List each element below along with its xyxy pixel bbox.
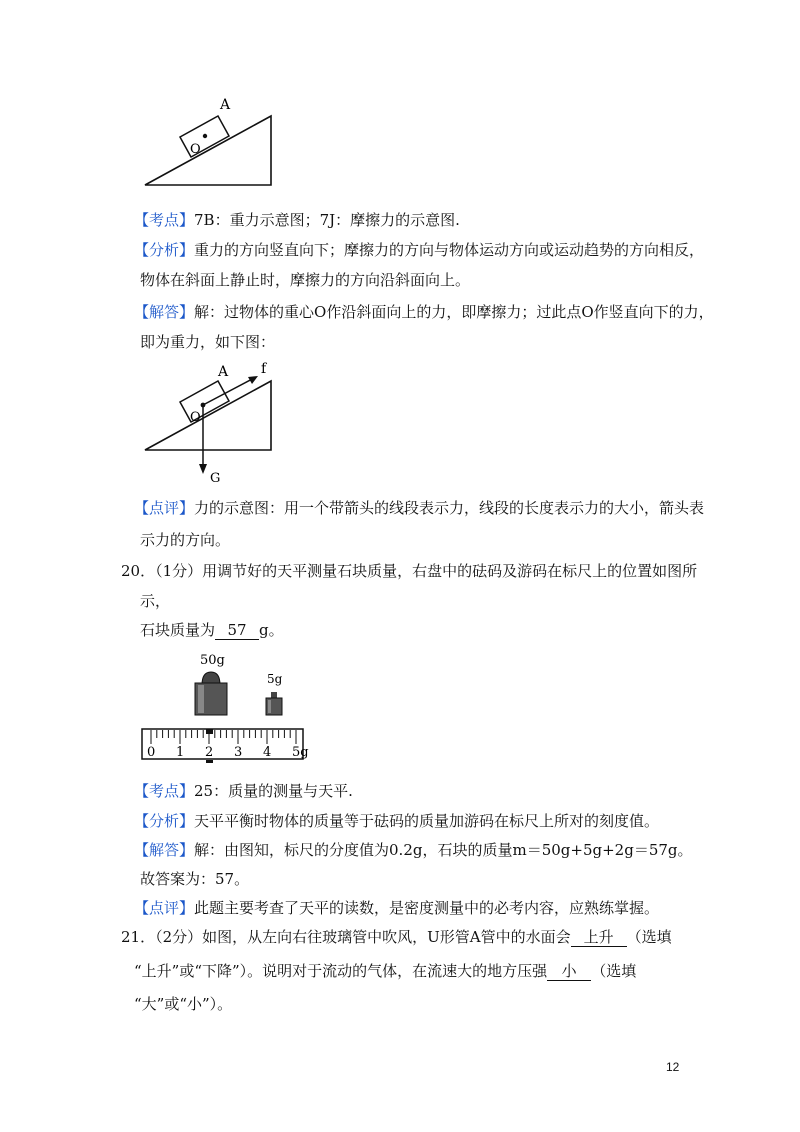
incline-figure-2 [140,360,285,485]
fenxi-text-1: 重力的方向竖直向下；摩擦力的方向与物体运动方向或运动趋势的方向相反， [194,241,705,259]
ruler-label: 3 [234,745,243,760]
q21-stem-1 [121,927,672,947]
jieda-text: 解：由图知，标尺的分度值为0.2g，石块的质量m＝50g+5g+2g＝57g。 [194,841,693,859]
fenxi-tag: 【分析】 [134,241,195,259]
fenxi-text-2: 物体在斜面上静止时，摩擦力的方向沿斜面向上。 [140,271,471,289]
label-A: A [220,97,231,113]
q21-stem-b: （选填 [626,928,672,946]
fenxi-tag: 【分析】 [134,812,195,830]
q20-jieda [134,840,693,860]
jieda-tag: 【解答】 [134,841,195,859]
center-dot [203,134,207,138]
ruler-label: 2 [205,745,214,760]
q21-stem-d: （选填 [591,962,637,980]
q20-stem-1: 20．（1分）用调节好的天平测量石块质量，右盘中的砝码及游码在标尺上的位置如图所 [121,562,698,580]
kaodian-tag: 【考点】 [134,782,195,800]
label-A: A [218,364,229,380]
answer-suffix: g。 [259,621,284,639]
label-f: f [261,361,267,377]
q21-stem-2 [134,961,636,981]
label-O: O [190,410,201,425]
label-G: G [210,471,221,485]
ruler-label: 1 [176,745,185,760]
dianping-text-2: 示力的方向。 [140,531,231,549]
kaodian-text: 25：质量的测量与天平. [194,782,353,800]
balance-scale-figure [140,648,310,766]
q20-answer-summary: 故答案为：57。 [140,870,250,888]
q20-kaodian [134,781,353,801]
rider-marker [206,729,213,734]
q20-answer-line [140,620,284,640]
q19-dianping [134,498,704,518]
q20-fenxi [134,811,659,831]
dianping-tag: 【点评】 [134,899,195,917]
kaodian-text: 7B：重力示意图；7J：摩擦力的示意图. [194,211,460,229]
ruler-label: 5g [292,745,309,760]
gravity-arrowhead [199,464,207,474]
ruler-label: 4 [263,745,272,760]
jieda-tag: 【解答】 [134,303,195,321]
jieda-text-1: 解：过物体的重心O作沿斜面向上的力，即摩擦力；过此点O作竖直向下的力， [194,303,714,321]
q21-stem-3: “大”或“小”）。 [134,995,233,1013]
dianping-tag: 【点评】 [134,499,195,517]
weight-5g-knob [271,692,277,698]
weight-5g-label: 5g [267,672,283,686]
q20-stem-2: 示， [140,592,171,610]
fenxi-text: 天平平衡时物体的质量等于砝码的质量加游码在标尺上所对的刻度值。 [194,812,660,830]
jieda-text-2: 即为重力，如下图： [140,333,276,351]
rider-marker-bottom [206,760,213,763]
page-number: 12 [666,1060,680,1074]
q19-kaodian [134,210,460,230]
q21-blank-1: 上升 [571,928,627,947]
answer-blank: 57 [215,621,259,640]
q21-stem-c: “上升”或“下降”）。说明对于流动的气体，在流速大的地方压强 [134,962,548,980]
dianping-text: 此题主要考查了天平的读数，是密度测量中的必考内容，应熟练掌握。 [194,899,660,917]
answer-prefix: 石块质量为 [140,621,216,639]
block-rect [180,381,229,422]
kaodian-tag: 【考点】 [134,211,195,229]
incline-figure-1 [140,95,280,190]
q21-blank-2: 小 [547,962,591,981]
dianping-text-1: 力的示意图：用一个带箭头的线段表示力，线段的长度表示力的大小，箭头表 [194,499,705,517]
q21-stem-a: 21．（2分）如图，从左向右往玻璃管中吹风，U形管A管中的水面会 [121,928,571,946]
q19-jieda [134,302,714,322]
q19-fenxi [134,240,704,260]
label-O: O [190,142,201,157]
weight-50g-label: 50g [200,653,225,668]
ruler-label: 0 [147,745,156,760]
q20-dianping [134,898,659,918]
